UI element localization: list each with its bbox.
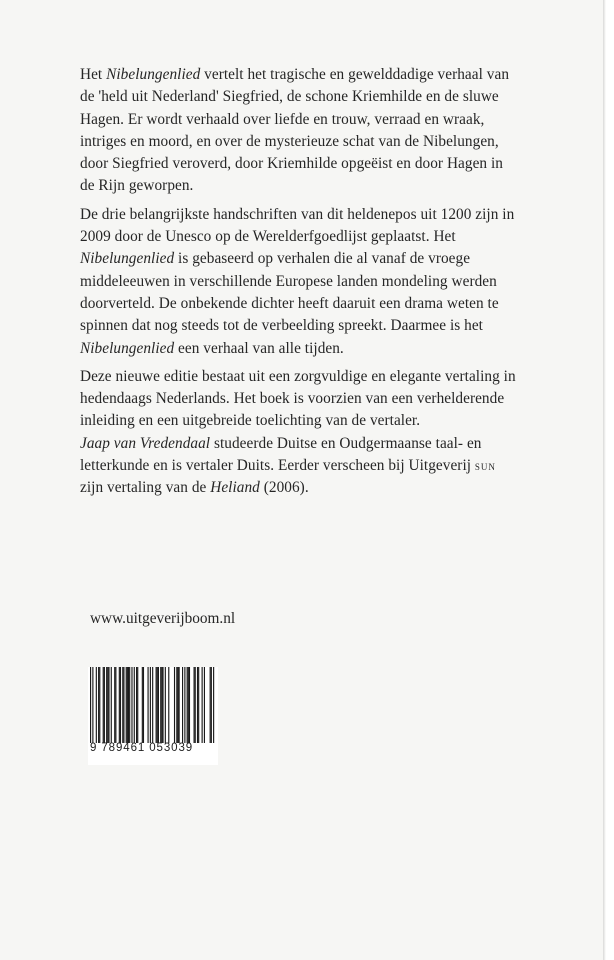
barcode-bar	[126, 667, 127, 743]
barcode-bar	[198, 667, 199, 743]
barcode-bar	[136, 667, 137, 743]
barcode-bar	[127, 667, 128, 743]
publisher-url: www.uitgeverijboom.nl	[90, 610, 236, 627]
barcode-bar	[99, 667, 100, 743]
barcode-bars	[88, 667, 218, 743]
barcode-bar	[213, 667, 214, 743]
barcode-bar	[131, 667, 132, 743]
barcode-bar	[120, 667, 121, 743]
barcode-bar	[188, 667, 189, 743]
barcode-bar	[107, 667, 108, 743]
barcode-bar	[115, 667, 116, 743]
barcode-bar	[122, 667, 123, 743]
cover-edge	[603, 0, 614, 960]
barcode-bar	[111, 667, 112, 743]
barcode-bar	[103, 667, 104, 743]
barcode-bar	[162, 667, 163, 743]
text-span: vertelt het tragische en gewelddadige verhaal van de 'held uit Nederland' Siegfried, de schone Kriemhilde en de sluwe Hagen. Er wordt verhaald over liefde en trouw, verraad en wraak, intriges en moord, en over de mysterieuze schat van de Nibelungen, door Siegfried veroverd, door Kriemhilde opgeëist en door Hagen in de Rijn geworpen.	[80, 66, 510, 195]
barcode-bar	[184, 667, 185, 743]
barcode-bar	[197, 667, 198, 743]
book-title-italic: Heliand	[210, 479, 260, 497]
text-span: een verhaal van alle tijden.	[174, 339, 344, 357]
publisher-imprint: sun	[474, 458, 496, 474]
book-title-italic: Nibelungenlied	[106, 66, 201, 83]
translator-name: Jaap van Vredendaal	[80, 434, 211, 452]
text-span: is gebaseerd op verhalen die al vanaf de vroege middeleeuwen in verschillende Europese landen mondeling werden doorverteld. De onbekende dichter heeft daaruit een drama weten te spinnen dat nog steeds tot de verbeelding spreekt. Daarmee is het	[80, 250, 499, 335]
barcode-bar	[168, 667, 169, 743]
book-title-italic: Nibelungenlied	[80, 339, 175, 357]
isbn-digits: 9 789461 053039	[90, 742, 194, 754]
barcode-bar	[160, 667, 161, 743]
barcode-bar	[179, 667, 180, 743]
barcode-bar	[161, 667, 162, 743]
barcode-bar	[104, 667, 105, 743]
barcode-bar	[156, 667, 157, 743]
barcode-bar	[128, 667, 129, 743]
barcode-bar	[92, 667, 93, 743]
barcode-bar	[177, 667, 178, 743]
barcode-bar	[174, 667, 175, 743]
barcode-bar	[165, 667, 166, 743]
barcode-bar	[194, 667, 195, 743]
barcode-bar	[176, 667, 177, 743]
barcode-bar	[204, 667, 205, 743]
barcode-bar	[119, 667, 120, 743]
translator-bio	[80, 433, 520, 500]
barcode-bar	[114, 667, 115, 743]
barcode-bar	[189, 667, 190, 743]
barcode-bar	[202, 667, 203, 743]
text-span: (2006).	[259, 479, 309, 497]
barcode-bar	[143, 667, 144, 743]
text-span: studeerde Duitse en Oudgermaanse taal- en letterkunde en is vertaler Duits. Eerder verscheen bij Uitgeverij	[80, 434, 482, 475]
barcode-bar	[152, 667, 153, 743]
barcode-bar	[96, 667, 97, 743]
barcode-bar	[158, 667, 159, 743]
text-span: zijn vertaling van de	[80, 479, 211, 497]
barcode-bar	[129, 667, 130, 743]
text-span: De drie belangrijkste handschriften van dit heldenepos uit 1200 zijn in 2009 door de Unesco op de Werelderfgoedlijst geplaatst. Het	[80, 205, 515, 246]
blurb-text	[80, 64, 520, 500]
barcode-bar	[123, 667, 124, 743]
barcode-bar	[134, 667, 135, 743]
barcode-bar	[106, 667, 107, 743]
barcode-bar	[182, 667, 183, 743]
barcode-bar	[142, 667, 143, 743]
barcode-bar	[210, 667, 211, 743]
barcode-bar	[98, 667, 99, 743]
barcode-bar	[148, 667, 149, 743]
blurb-paragraph-1	[80, 64, 520, 198]
book-title-italic: Nibelungenlied	[80, 250, 175, 268]
text-span: Het	[80, 66, 107, 83]
barcode-bar	[150, 667, 151, 743]
barcode-bar	[195, 667, 196, 743]
blurb-paragraph-2	[80, 204, 520, 360]
barcode-bar	[108, 667, 109, 743]
barcode-bar	[211, 667, 212, 743]
barcode-bar	[157, 667, 158, 743]
isbn-barcode	[88, 667, 218, 765]
barcode-bar	[137, 667, 138, 743]
barcode-bar	[90, 667, 91, 743]
blurb-paragraph-3: Deze nieuwe editie bestaat uit een zorgvuldige en elegante vertaling in hedendaags Nederlands. Het boek is voorzien van een verhelderende inleiding en een uitgebreide toelichting van de vertaler.	[80, 367, 516, 430]
barcode-bar	[187, 667, 188, 743]
